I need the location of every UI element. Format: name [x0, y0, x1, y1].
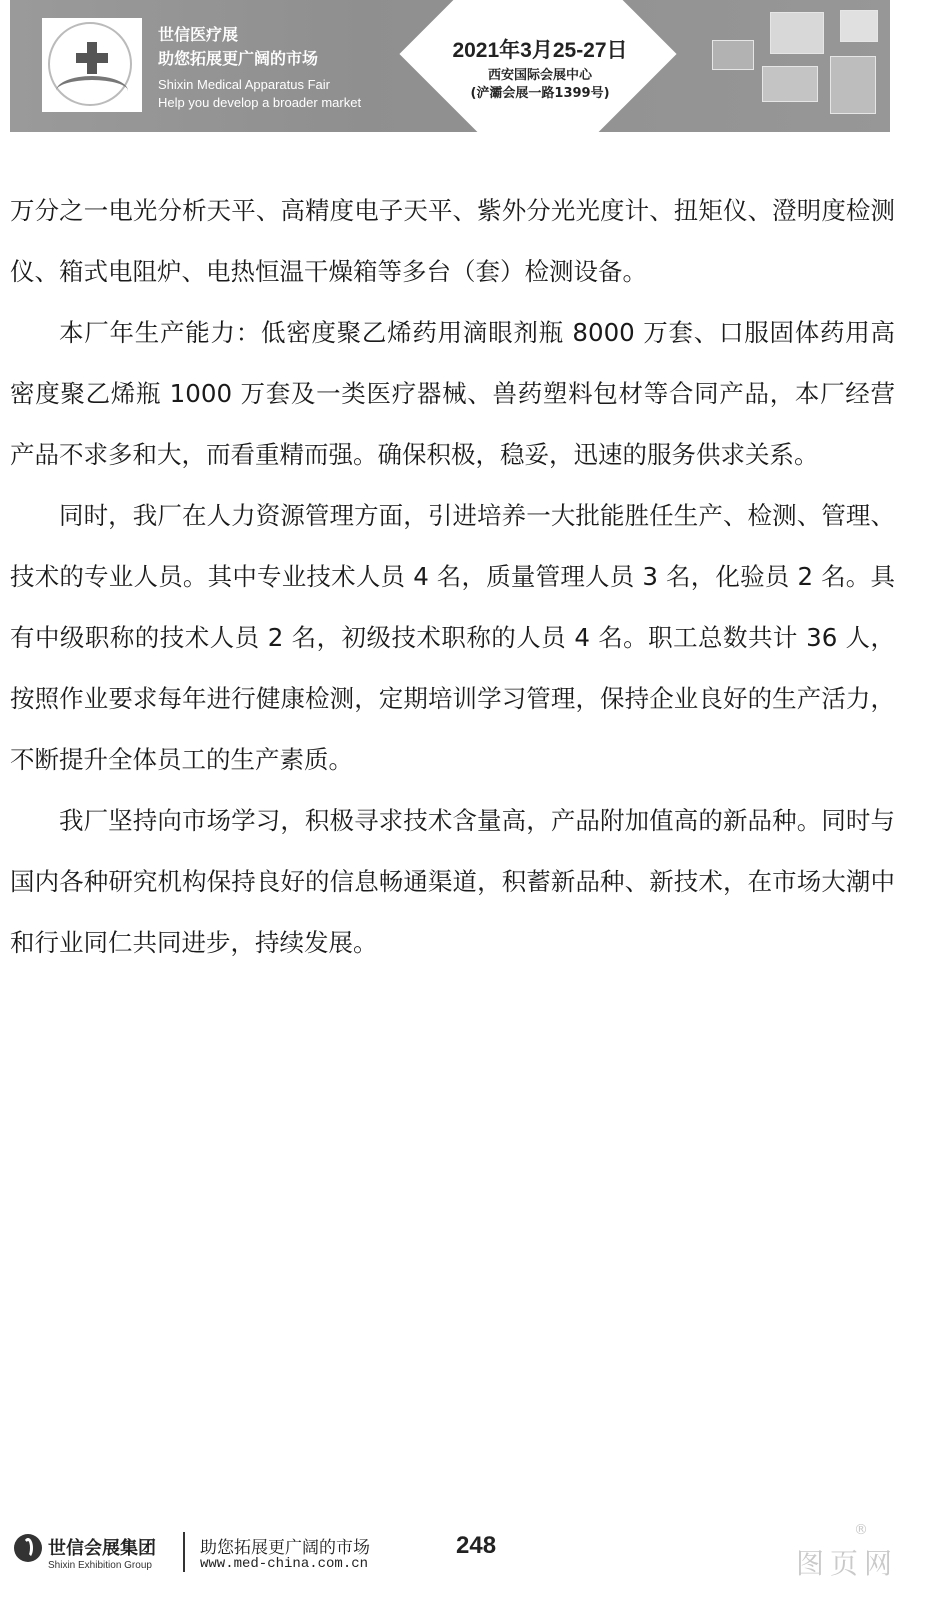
footer-slogan: 助您拓展更广阔的市场 — [200, 1538, 370, 1558]
fair-date: 2021年3月25-27日 — [452, 39, 628, 62]
paragraph: 我厂坚持向市场学习，积极寻求技术含量高，产品附加值高的新品种。同时与国内各种研究机构保持良好的信息畅通渠道，积蓄新品种、新技术，在市场大潮中和行业同仁共同进步，持续发展。 — [10, 806, 895, 957]
fair-name-en: Shixin Medical Apparatus Fair — [158, 77, 330, 92]
group-name-en: Shixin Exhibition Group — [48, 1560, 152, 1571]
equipment-photo — [830, 56, 876, 114]
header-banner — [10, 0, 890, 132]
paragraph: 本厂年生产能力：低密度聚乙烯药用滴眼剂瓶 8000 万套、口服固体药用高密度聚乙烯瓶 1000 万套及一类医疗器械、兽药塑料包材等合同产品，本厂经营产品不求多和大，而看重精而强。确保积极，稳妥，迅速的服务供求关系。 — [10, 318, 895, 469]
fair-logo — [42, 18, 142, 112]
article-body — [10, 180, 895, 973]
fair-name-cn: 世信医疗展 — [158, 25, 239, 44]
book-arc-icon — [56, 76, 128, 106]
equipment-photo — [762, 66, 818, 102]
fair-address: (浐灞会展一路1399号) — [470, 86, 610, 101]
fair-venue: 西安国际会展中心 — [487, 68, 592, 83]
equipment-photo — [840, 10, 878, 42]
medical-cross-icon — [76, 42, 108, 74]
page-number: 248 — [456, 1532, 497, 1559]
registered-mark: ® — [854, 1522, 868, 1538]
watermark: 图页网 — [796, 1547, 899, 1580]
group-name-cn: 世信会展集团 — [48, 1538, 156, 1559]
footer-divider — [183, 1532, 185, 1572]
equipment-photo — [712, 40, 754, 70]
fair-slogan-cn: 助您拓展更广阔的市场 — [158, 49, 319, 68]
page-footer — [0, 1520, 936, 1600]
paragraph: 同时，我厂在人力资源管理方面，引进培养一大批能胜任生产、检测、管理、技术的专业人员。其中专业技术人员 4 名，质量管理人员 3 名，化验员 2 名。具有中级职称的技术人员 2 名，初级技术职称的人员 4 名。职工总数共计 36 人，按照作业要求每年进行健康检测，定期培训学习管理，保持企业良好的生产活力，不断提升全体员工的生产素质。 — [10, 501, 895, 774]
paragraph: 万分之一电光分析天平、高精度电子天平、紫外分光光度计、扭矩仪、澄明度检测仪、箱式电阻炉、电热恒温干燥箱等多台（套）检测设备。 — [10, 196, 895, 286]
equipment-photo — [770, 12, 824, 54]
footer-url: www.med-china.com.cn — [200, 1556, 369, 1572]
fair-slogan-en: Help you develop a broader market — [158, 95, 362, 110]
group-logo-icon — [14, 1534, 42, 1562]
